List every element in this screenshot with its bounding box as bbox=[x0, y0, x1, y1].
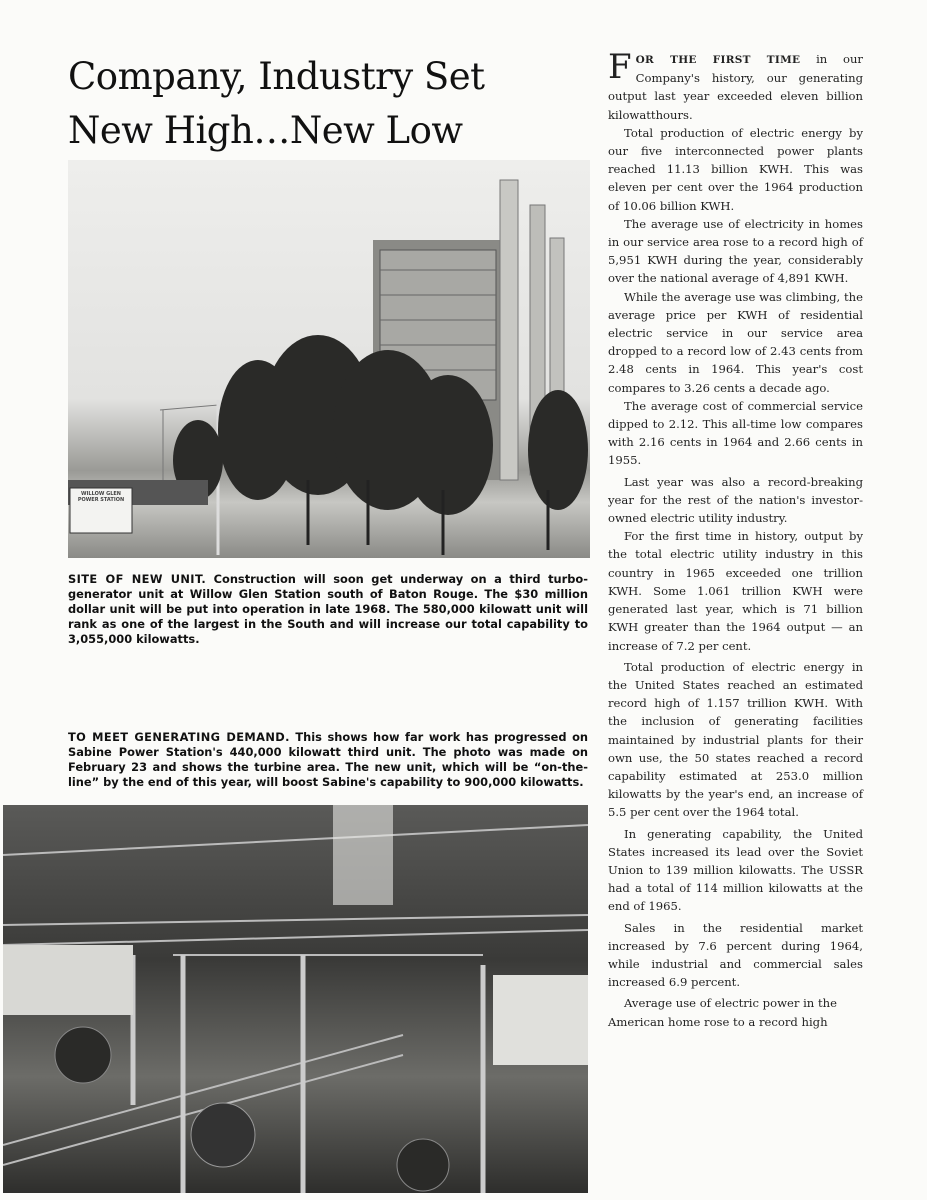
power-station-illustration bbox=[68, 160, 590, 558]
article-paragraph: For the first time in history, output by the total electric utility industry in this country in 1965 exceeded one trillion KWH. Some 1.061 trillion KWH were generated last year, which is 71 billion KWH greater than the 1964 output — an increase of 7.2 per cent. bbox=[608, 529, 863, 653]
article-paragraph: Average use of electric power in the American home rose to a record high bbox=[608, 996, 837, 1029]
photo-power-station bbox=[68, 160, 590, 558]
station-sign-text: WILLOW GLEN POWER STATION bbox=[77, 491, 125, 503]
title-line-1: Company, Industry Set bbox=[68, 55, 485, 98]
page-title bbox=[68, 50, 568, 158]
caption-generating-demand bbox=[68, 730, 588, 790]
caption-lead: SITE OF NEW UNIT. bbox=[68, 572, 207, 586]
lead-caps: OR THE FIRST TIME bbox=[635, 54, 801, 66]
article-paragraph: While the average use was climbing, the average price per KWH of residential electric service in our service area dropped to a record low of 2.43 cents from 2.48 cents in 1964. This year's cost compares to 3.26 cents a decade ago. bbox=[608, 289, 863, 395]
article-paragraph: Total production of electric energy in the United States reached an estimated record high of 1.157 trillion KWH. With the inclusion of generating facilities maintained by industrial plants for their own use, the 50 states reached a record capability estimated at 253.0 million kilowatts by the year's end, an increase of 5.5 per cent over the 1964 total. bbox=[608, 659, 863, 820]
article-paragraph: In generating capability, the United States increased its lead over the Soviet Union to 139 million kilowatts. The USSR had a total of 114 million kilowatts at the end of 1965. bbox=[608, 826, 863, 914]
lead-text: in our Company's history, our generating output last year exceeded eleven billion kilowatthours. bbox=[608, 52, 863, 122]
article-paragraph: The average cost of commercial service dipped to 2.12. This all-time low compares with 2.16 cents in 1964 and 2.66 cents in 1955. bbox=[608, 398, 863, 468]
article-paragraph: Sales in the residential market increased by 7.6 percent during 1964, while industrial and commercial sales increased 6.9 percent. bbox=[608, 920, 863, 990]
article-paragraph: Total production of electric energy by our five interconnected power plants reached 11.13 billion KWH. This was eleven per cent over the 1964 production of 10.06 billion KWH. bbox=[608, 125, 863, 213]
article-paragraph: Last year was also a record-breaking year for the rest of the nation's investor-owned electric utility industry. bbox=[608, 474, 863, 526]
drop-cap: F bbox=[608, 47, 632, 87]
article-column bbox=[608, 47, 863, 1031]
caption-site-of-new-unit bbox=[68, 572, 588, 647]
caption-lead: TO MEET GENERATING DEMAND. bbox=[68, 730, 290, 744]
caption-text: Construction will soon get underway on a third turbo-generator unit at Willow Glen Station south of Baton Rouge. The $30 million dollar unit will be put into operation in late 1968. The 580,000 kilowatt unit will rank as one of the largest in the South and will increase our total capability to 3,055,000 kilowatts. bbox=[68, 572, 588, 646]
photo-turbine-area bbox=[3, 805, 588, 1193]
title-line-2: New High…New Low bbox=[68, 109, 463, 152]
article-paragraph-lead bbox=[608, 47, 863, 124]
article-paragraph: The average use of electricity in homes in our service area rose to a record high of 5,951 KWH during the year, considerably over the national average of 4,891 KWH. bbox=[608, 216, 863, 286]
caption-text: This shows how far work has progressed on Sabine Power Station's 440,000 kilowatt third unit. The photo was made on February 23 and shows the turbine area. The new unit, which will be “on-the-line” by the end of this year, will boost Sabine's capability to 900,000 kilowatts. bbox=[68, 730, 588, 789]
turbine-area-illustration bbox=[3, 805, 588, 1193]
